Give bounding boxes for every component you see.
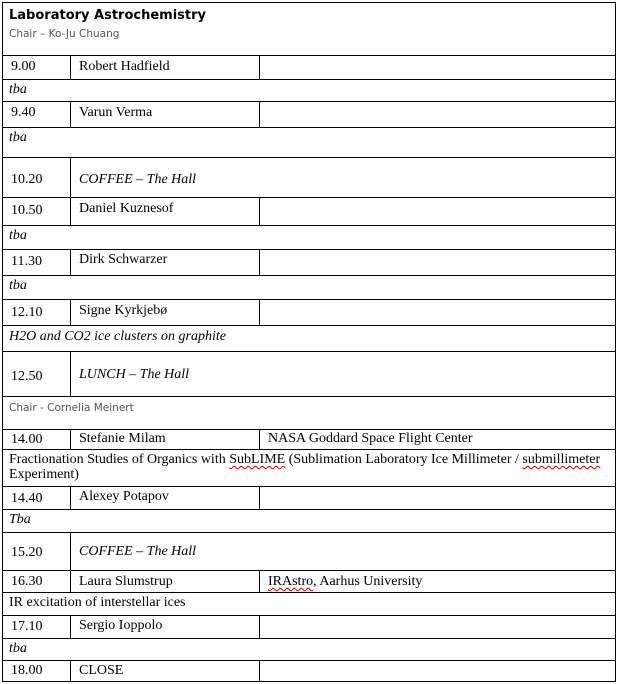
time-cell: 18.00	[11, 663, 43, 678]
talk-title: tba	[9, 641, 27, 656]
talk-row	[3, 80, 615, 102]
talk-row	[3, 128, 615, 158]
table-row	[3, 198, 615, 226]
table-row	[3, 487, 615, 510]
break-label: LUNCH – The Hall	[79, 367, 190, 382]
break-label: COFFEE – The Hall	[79, 172, 197, 187]
time-cell: 12.50	[11, 369, 43, 384]
talk-title: tba	[9, 228, 27, 243]
spellcheck-word: SubLIME	[229, 452, 286, 467]
talk-title: H2O and CO2 ice clusters on graphite	[9, 329, 226, 344]
time-cell: 9.40	[11, 105, 36, 120]
talk-row	[3, 510, 615, 533]
talk-title: IR excitation of interstellar ices	[9, 595, 186, 610]
speaker-cell: Laura Slumstrup	[79, 574, 173, 589]
affiliation-cell: IRAstro, Aarhus University	[268, 574, 423, 589]
talk-row	[3, 450, 615, 487]
table-row	[3, 430, 615, 450]
time-cell: 12.10	[11, 305, 43, 320]
time-cell: 17.10	[11, 619, 43, 634]
speaker-cell: CLOSE	[79, 663, 124, 678]
table-row	[3, 616, 615, 639]
time-cell: 10.50	[11, 203, 43, 218]
talk-title: tba	[9, 130, 27, 145]
table-row	[3, 661, 615, 682]
break-label: COFFEE – The Hall	[79, 544, 197, 559]
speaker-cell: Robert Hadfield	[79, 59, 170, 74]
table-row	[3, 56, 615, 80]
talk-row	[3, 326, 615, 352]
break-row	[3, 533, 615, 571]
talk-row	[3, 276, 615, 300]
speaker-cell: Varun Verma	[79, 105, 153, 120]
talk-row	[3, 593, 615, 616]
speaker-cell: Stefanie Milam	[79, 431, 166, 446]
speaker-cell: Alexey Potapov	[79, 489, 169, 504]
break-row	[3, 158, 615, 198]
session-chair: Chair – Ko-Ju Chuang	[9, 28, 120, 40]
time-cell: 11.30	[11, 254, 42, 269]
talk-title: Tba	[9, 512, 31, 527]
session-chair: Chair - Cornelia Meinert	[9, 402, 134, 414]
affiliation-cell: NASA Goddard Space Flight Center	[268, 431, 473, 446]
time-cell: 15.20	[11, 545, 43, 560]
speaker-cell: Signe Kyrkjebø	[79, 303, 168, 318]
spellcheck-word: IRAstro	[268, 574, 314, 589]
talk-title: tba	[9, 278, 27, 293]
talk-row	[3, 226, 615, 250]
break-row	[3, 352, 615, 397]
time-cell: 10.20	[11, 172, 43, 187]
schedule-table	[2, 2, 616, 682]
talk-title: Fractionation Studies of Organics with SubLIME (Sublimation Laboratory Ice Millimeter / submillimeter Experiment)	[9, 452, 601, 482]
spellcheck-word: submillimeter	[522, 452, 601, 467]
time-cell: 14.40	[11, 491, 43, 506]
talk-row	[3, 639, 615, 661]
table-row	[3, 250, 615, 276]
speaker-cell: Daniel Kuznesof	[79, 201, 174, 216]
speaker-cell: Sergio Ioppolo	[79, 618, 163, 633]
time-cell: 16.30	[11, 574, 43, 589]
table-row	[3, 102, 615, 128]
session-title: Laboratory Astrochemistry	[9, 8, 207, 23]
speaker-cell: Dirk Schwarzer	[79, 252, 168, 267]
session-chair-row	[3, 397, 615, 430]
table-row	[3, 571, 615, 593]
time-cell: 9.00	[11, 59, 36, 74]
talk-title: tba	[9, 82, 27, 97]
session-header	[3, 3, 615, 56]
time-cell: 14.00	[11, 432, 43, 447]
table-row	[3, 300, 615, 326]
